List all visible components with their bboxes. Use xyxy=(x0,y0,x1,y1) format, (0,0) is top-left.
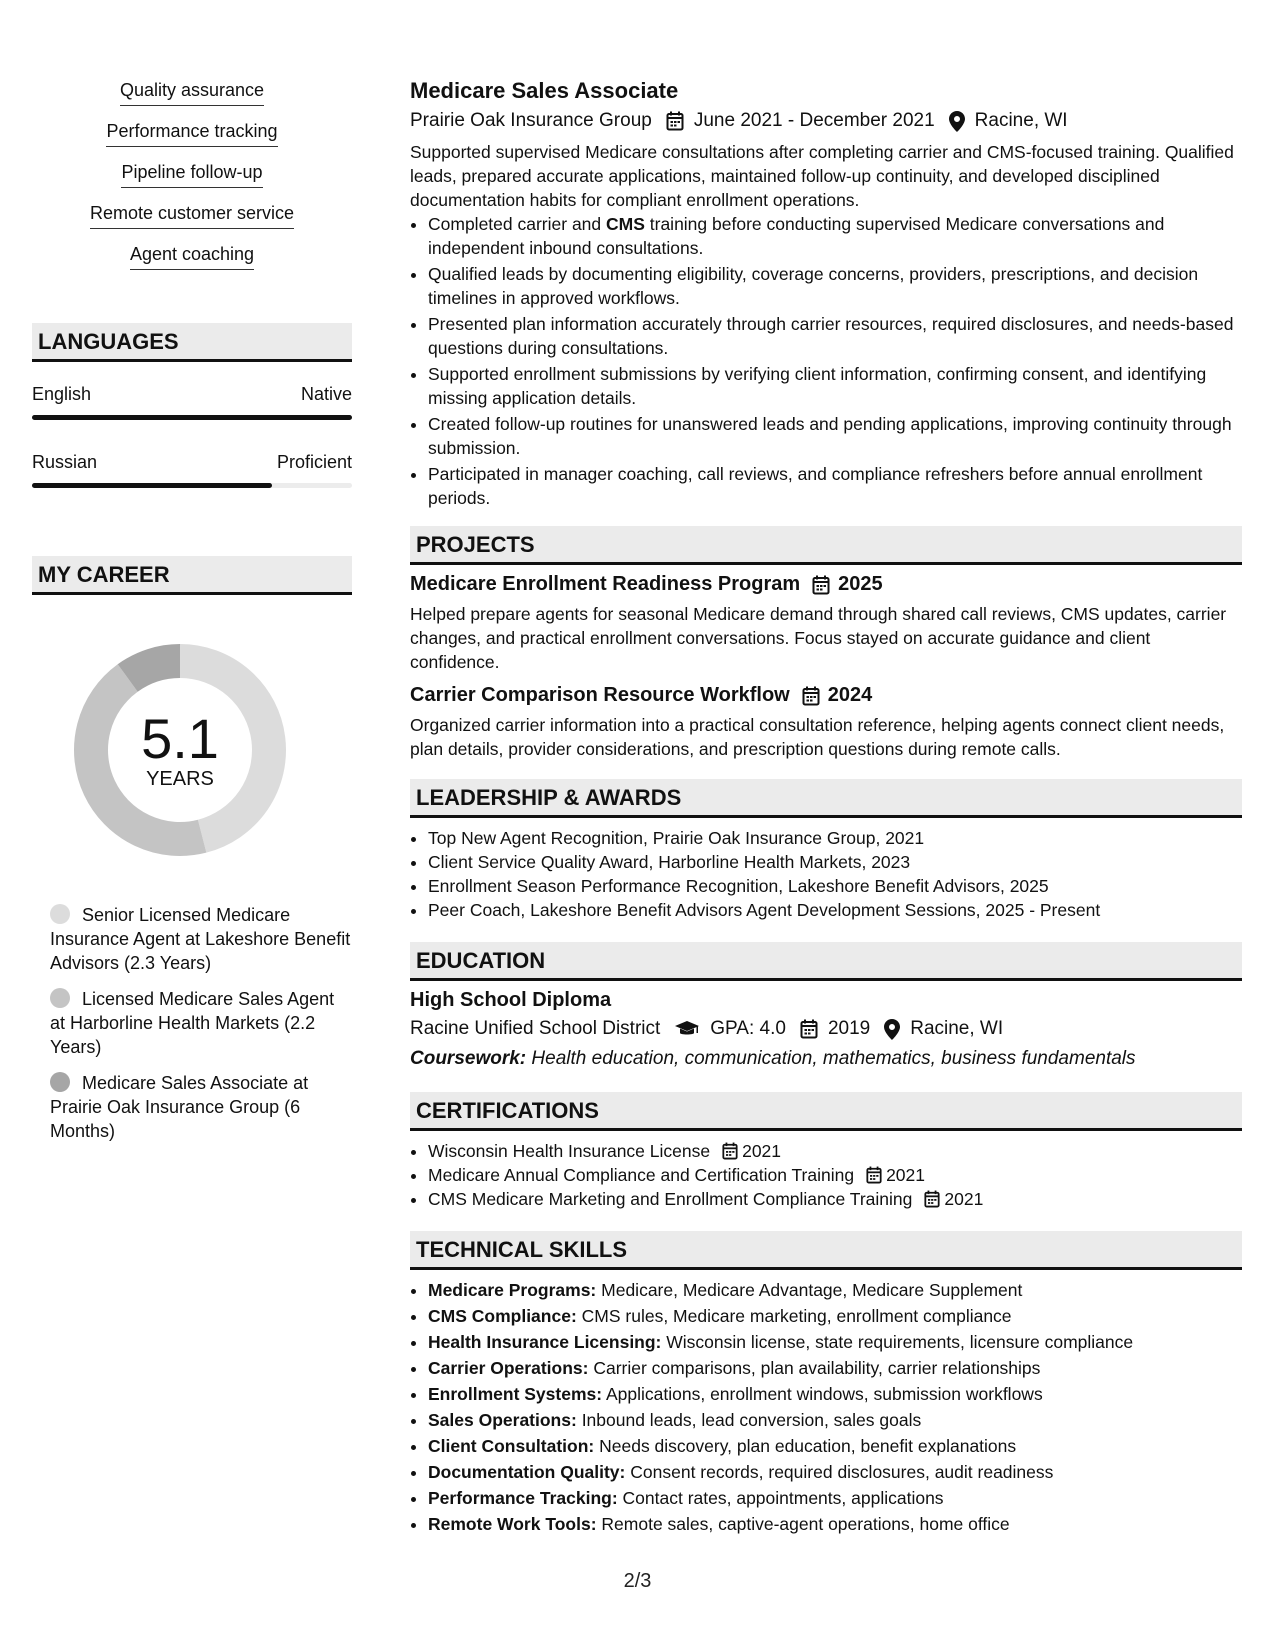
language-level: Proficient xyxy=(276,452,352,472)
job-bullet: • Created follow-up routines for unanswered leads and pending applications, improving continuity through submission. xyxy=(428,412,1242,460)
calendar-icon xyxy=(812,575,830,595)
calendar-icon xyxy=(722,1142,738,1160)
language-level: Native xyxy=(300,384,352,404)
skill-tags xyxy=(32,80,352,285)
location-pin-icon xyxy=(949,111,965,132)
legend-label: Medicare Sales Associate at Prairie Oak Insurance Group (6 Months) xyxy=(50,1073,309,1141)
project-item xyxy=(410,684,1242,761)
job-bullet: • Presented plan information accurately through carrier resources, required disclosures, and needs-based questions during consultations. xyxy=(428,312,1242,360)
calendar-icon xyxy=(802,686,820,706)
project-title: Medicare Enrollment Readiness Program xyxy=(410,573,801,595)
career-legend-item xyxy=(50,987,352,1059)
career-legend-item xyxy=(50,1071,352,1143)
language-item xyxy=(32,452,352,488)
calendar-icon xyxy=(866,1166,882,1184)
skill-tag: Remote customer service xyxy=(90,203,294,229)
education-coursework xyxy=(410,1048,1242,1070)
technical-skill-item: • Performance Tracking: Contact rates, appointments, applications xyxy=(428,1486,1242,1510)
language-item xyxy=(32,384,352,420)
legend-dot xyxy=(50,988,70,1008)
award-item: • Enrollment Season Performance Recognition, Lakeshore Benefit Advisors, 2025 xyxy=(428,874,1242,898)
projects-heading: PROJECTS xyxy=(410,526,1242,565)
job-bullets xyxy=(410,212,1242,510)
job-bullet: • Completed carrier and CMS training before conducting supervised Medicare conversations and independent inbound consultations. xyxy=(428,212,1242,260)
technical-skill-item: • Sales Operations: Inbound leads, lead conversion, sales goals xyxy=(428,1408,1242,1432)
skill-tag: Pipeline follow-up xyxy=(121,162,262,188)
calendar-icon xyxy=(924,1190,940,1208)
job-bullet: • Qualified leads by documenting eligibility, coverage concerns, providers, prescriptions, and decision timelines in approved workflows. xyxy=(428,262,1242,310)
project-title: Carrier Comparison Resource Workflow xyxy=(410,684,790,706)
job-summary: Supported supervised Medicare consultations after completing carrier and CMS-focused training. Qualified leads, prepared accurate applications, maintained follow-up continuity, and developed disciplined documentation habits for compliant enrollment operations. xyxy=(410,142,1234,210)
legend-dot xyxy=(50,904,70,924)
education-location: Racine, WI xyxy=(910,1018,1004,1039)
certifications-heading: CERTIFICATIONS xyxy=(410,1092,1242,1131)
education-gpa: GPA: 4.0 xyxy=(710,1018,786,1039)
awards-heading: LEADERSHIP & AWARDS xyxy=(410,779,1242,818)
career-legend-item xyxy=(50,903,352,975)
education-heading: EDUCATION xyxy=(410,942,1242,981)
certification-item: • CMS Medicare Marketing and Enrollment Compliance Training 2021 xyxy=(428,1187,1242,1211)
legend-label: Senior Licensed Medicare Insurance Agent at Lakeshore Benefit Advisors (2.3 Years) xyxy=(50,905,351,973)
job-company: Prairie Oak Insurance Group xyxy=(410,110,652,131)
skill-tag: Quality assurance xyxy=(120,80,264,106)
certification-item: • Wisconsin Health Insurance License 2021 xyxy=(428,1139,1242,1163)
language-bar xyxy=(32,415,352,420)
job-dates: June 2021 - December 2021 xyxy=(693,110,935,131)
technical-skill-item: • CMS Compliance: CMS rules, Medicare marketing, enrollment compliance xyxy=(428,1304,1242,1328)
career-donut-chart xyxy=(65,635,295,865)
technical-skills-list xyxy=(410,1278,1242,1536)
sidebar xyxy=(32,80,352,1155)
languages-heading: LANGUAGES xyxy=(32,323,352,362)
main-content xyxy=(410,78,1242,1538)
career-total-years: 5.1 xyxy=(141,706,219,770)
certifications-list xyxy=(410,1139,1242,1211)
legend-dot xyxy=(50,1072,70,1092)
language-name: English xyxy=(32,384,92,404)
award-item: • Peer Coach, Lakeshore Benefit Advisors Agent Development Sessions, 2025 - Present xyxy=(428,898,1242,922)
language-name: Russian xyxy=(32,452,98,472)
coursework-label: Coursework: xyxy=(410,1048,527,1069)
technical-skill-item: • Enrollment Systems: Applications, enrollment windows, submission workflows xyxy=(428,1382,1242,1406)
language-bar xyxy=(32,483,352,488)
project-year: 2025 xyxy=(838,573,883,595)
certification-item: • Medicare Annual Compliance and Certification Training 2021 xyxy=(428,1163,1242,1187)
project-year: 2024 xyxy=(827,684,873,706)
education-school: Racine Unified School District xyxy=(410,1018,661,1039)
education-year: 2019 xyxy=(827,1018,871,1039)
job-bullet: • Participated in manager coaching, call reviews, and compliance refreshers before annual enrollment periods. xyxy=(428,462,1242,510)
legend-label: Licensed Medicare Sales Agent at Harborline Health Markets (2.2 Years) xyxy=(50,989,335,1057)
award-item: • Top New Agent Recognition, Prairie Oak Insurance Group, 2021 xyxy=(428,826,1242,850)
technical-skill-item: • Medicare Programs: Medicare, Medicare Advantage, Medicare Supplement xyxy=(428,1278,1242,1302)
technical-skills-heading: TECHNICAL SKILLS xyxy=(410,1231,1242,1270)
project-item xyxy=(410,573,1242,674)
calendar-icon xyxy=(666,111,684,131)
skill-tag: Agent coaching xyxy=(130,244,254,270)
project-description: Helped prepare agents for seasonal Medicare demand through shared call reviews, CMS updates, carrier changes, and practical enrollment conversations. Focus stayed on accurate guidance and client confidence. xyxy=(410,604,1227,672)
location-pin-icon xyxy=(884,1019,900,1040)
skill-tag: Performance tracking xyxy=(106,121,277,147)
coursework-value: Health education, communication, mathematics, business fundamentals xyxy=(531,1048,1136,1069)
career-unit-label: YEARS xyxy=(146,767,214,790)
technical-skill-item: • Client Consultation: Needs discovery, plan education, benefit explanations xyxy=(428,1434,1242,1458)
technical-skill-item: • Carrier Operations: Carrier comparisons, plan availability, carrier relationships xyxy=(428,1356,1242,1380)
language-bar-fill xyxy=(32,415,352,420)
education-degree: High School Diploma xyxy=(410,989,612,1011)
graduation-cap-icon xyxy=(674,1020,700,1038)
language-bar-fill xyxy=(32,483,272,488)
technical-skill-item: • Remote Work Tools: Remote sales, captive-agent operations, home office xyxy=(428,1512,1242,1536)
page-number: 2/3 xyxy=(623,1570,652,1592)
project-description: Organized carrier information into a practical consultation reference, helping agents connect client needs, plan details, provider considerations, and prescription questions during remote calls. xyxy=(410,715,1225,759)
technical-skill-item: • Documentation Quality: Consent records, required disclosures, audit readiness xyxy=(428,1460,1242,1484)
career-legend xyxy=(32,903,352,1143)
awards-list xyxy=(410,826,1242,922)
career-heading: MY CAREER xyxy=(32,556,352,595)
job-meta xyxy=(410,110,1242,132)
job-bullet: • Supported enrollment submissions by verifying client information, confirming consent, and identifying missing application details. xyxy=(428,362,1242,410)
award-item: • Client Service Quality Award, Harborline Health Markets, 2023 xyxy=(428,850,1242,874)
technical-skill-item: • Health Insurance Licensing: Wisconsin license, state requirements, licensure compliance xyxy=(428,1330,1242,1354)
education-meta xyxy=(410,1018,1242,1040)
calendar-icon xyxy=(800,1019,818,1039)
job-location: Racine, WI xyxy=(974,110,1068,131)
job-title: Medicare Sales Associate xyxy=(410,78,679,103)
